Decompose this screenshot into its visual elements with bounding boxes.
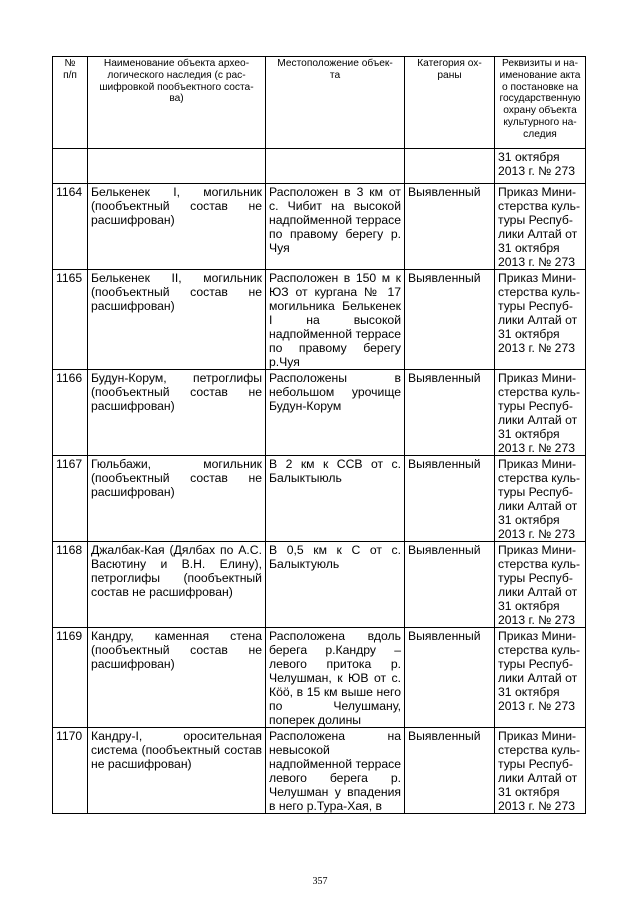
protection-category: Выявленный	[405, 456, 495, 542]
row-number: 1166	[53, 370, 88, 456]
continuation-cell-empty	[405, 149, 495, 184]
protection-category: Выявленный	[405, 542, 495, 628]
row-number: 1169	[53, 628, 88, 728]
row-number: 1167	[53, 456, 88, 542]
continuation-act-cell: 31 октября 2013 г. № 273	[495, 149, 586, 184]
object-location: Расположена вдоль берега р.Кандру – левого притока р. Челушман, к ЮВ от с. Кӧӧ, в 15 км выше него по Челушману, поперек долины	[266, 628, 405, 728]
header-act-details: Реквизиты и на- именование акта о постановке на государственную охрану объекта культурного на- следия	[495, 57, 586, 149]
header-location: Местоположение объек- та	[266, 57, 405, 149]
act-details: Приказ Мини- стерства куль- туры Респуб- лики Алтай от 31 октября 2013 г. № 273	[495, 628, 586, 728]
object-location: Расположена на невысокой надпойменной террасе левого берега р. Челушман у впадения в него р.Тура-Хая, в	[266, 728, 405, 814]
object-location: Расположены в небольшом урочище Будун-Корум	[266, 370, 405, 456]
act-details: Приказ Мини- стерства куль- туры Респуб- лики Алтай от 31 октября 2013 г. № 273	[495, 184, 586, 270]
table-row	[53, 270, 586, 370]
header-category: Категория ох- раны	[405, 57, 495, 149]
table-row	[53, 542, 586, 628]
act-details: Приказ Мини- стерства куль- туры Респуб- лики Алтай от 31 октября 2013 г. № 273	[495, 542, 586, 628]
object-name: Гюльбажи, могильник (пообъектный состав не расшифрован)	[88, 456, 266, 542]
act-details: Приказ Мини- стерства куль- туры Респуб- лики Алтай от 31 октября 2013 г. № 273	[495, 728, 586, 814]
row-number: 1164	[53, 184, 88, 270]
page-number: 357	[312, 876, 328, 887]
continuation-cell-empty	[266, 149, 405, 184]
continuation-row	[53, 149, 586, 184]
table-row	[53, 456, 586, 542]
protection-category: Выявленный	[405, 184, 495, 270]
object-name: Кандру-I, оросительная система (пообъектный состав не расшифрован)	[88, 728, 266, 814]
table-row	[53, 628, 586, 728]
protection-category: Выявленный	[405, 728, 495, 814]
object-name: Белькенек II, могильник (пообъектный состав не расшифрован)	[88, 270, 266, 370]
table-row	[53, 728, 586, 814]
protection-category: Выявленный	[405, 270, 495, 370]
table-row	[53, 370, 586, 456]
object-location: Расположен в 3 км от с. Чибит на высокой надпойменной террасе по правому берегу р. Чуя	[266, 184, 405, 270]
header-number: № п/п	[53, 57, 88, 149]
act-details: Приказ Мини- стерства куль- туры Респуб- лики Алтай от 31 октября 2013 г. № 273	[495, 456, 586, 542]
row-number: 1170	[53, 728, 88, 814]
table-header-row	[53, 57, 586, 149]
row-number: 1168	[53, 542, 88, 628]
object-location: В 2 км к ССВ от с. Балыктыюль	[266, 456, 405, 542]
object-name: Белькенек I, могильник (пообъектный состав не расшифрован)	[88, 184, 266, 270]
continuation-cell-empty	[53, 149, 88, 184]
object-name: Джалбак-Кая (Дялбах по А.С. Васютину и В.Н. Елину), петроглифы (пообъектный состав не расшифрован)	[88, 542, 266, 628]
object-location: В 0,5 км к С от с. Балыктуюль	[266, 542, 405, 628]
protection-category: Выявленный	[405, 370, 495, 456]
table-row	[53, 184, 586, 270]
header-object-name: Наименование объекта архео- логического наследия (с рас- шифровкой пообъектного соста- ва)	[88, 57, 266, 149]
row-number: 1165	[53, 270, 88, 370]
continuation-cell-empty	[88, 149, 266, 184]
heritage-register-table	[52, 56, 586, 814]
object-name: Будун-Корум, петроглифы (пообъектный состав не расшифрован)	[88, 370, 266, 456]
act-details: Приказ Мини- стерства куль- туры Респуб- лики Алтай от 31 октября 2013 г. № 273	[495, 370, 586, 456]
object-location: Расположен в 150 м к ЮЗ от кургана № 17 могильника Белькенек I на высокой надпойменной террасе по правому берегу р.Чуя	[266, 270, 405, 370]
object-name: Кандру, каменная стена (пообъектный состав не расшифрован)	[88, 628, 266, 728]
act-details: Приказ Мини- стерства куль- туры Респуб- лики Алтай от 31 октября 2013 г. № 273	[495, 270, 586, 370]
protection-category: Выявленный	[405, 628, 495, 728]
